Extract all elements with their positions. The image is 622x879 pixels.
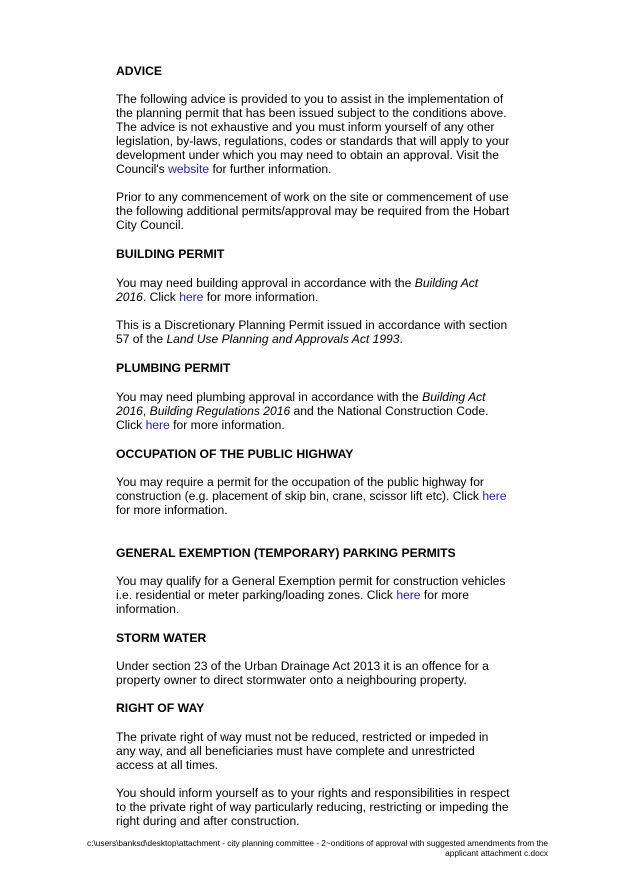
- plumbing-here-link[interactable]: here: [145, 418, 170, 433]
- advice-paragraph-1: [116, 92, 511, 177]
- highway-heading: OCCUPATION OF THE PUBLIC HIGHWAY: [116, 447, 354, 461]
- plumbing-paragraph-1: [116, 390, 511, 432]
- building-act-ref: Building Act 2016: [116, 276, 479, 305]
- highway-paragraph-1: [116, 475, 511, 517]
- storm-water-paragraph: Under section 23 of the Urban Drainage Act 2013 it is an offence for a property owner to direct stormwater onto a neighbouring property.: [116, 659, 489, 688]
- parking-text: You may qualify for a General Exemption permit for construction vehicles i.e. residential or meter parking/loading zones. Click: [116, 574, 506, 603]
- building-text-mid: . Click: [142, 290, 180, 305]
- right-of-way-heading: RIGHT OF WAY: [116, 701, 205, 715]
- right-of-way-paragraph-1: The private right of way must not be reduced, restricted or impeded in any way, and all beneficiaries must have complete and unrestricted access at all times.: [116, 730, 489, 773]
- advice-paragraph-2: Prior to any commencement of work on the site or commencement of use the following additional permits/approval may be required from the Hobart City Council.: [116, 190, 510, 233]
- highway-text: You may require a permit for the occupation of the public highway for construction (e.g. placement of skip bin, crane, scissor lift etc). Click: [116, 475, 484, 504]
- lupa-act-ref: Land Use Planning and Approvals Act 1993: [166, 332, 400, 347]
- plumbing-regulations-ref: Building Regulations 2016: [149, 404, 291, 419]
- building-text-end: for more information.: [203, 290, 319, 305]
- highway-here-link[interactable]: here: [482, 489, 507, 504]
- plumbing-text: You may need plumbing approval in accordance with the: [116, 390, 423, 404]
- parking-paragraph-1: [116, 574, 511, 616]
- advice-heading: ADVICE: [116, 64, 163, 78]
- discretionary-text-end: .: [399, 332, 403, 347]
- plumbing-text-end: for more information.: [169, 418, 285, 433]
- highway-text-end: for more information.: [116, 503, 228, 518]
- storm-water-heading: STORM WATER: [116, 631, 207, 645]
- building-permit-heading: BUILDING PERMIT: [116, 247, 225, 261]
- advice-text: The following advice is provided to you to assist in the implementation of the planning permit that has been issued subject to the conditions above. The advice is not exhaustive and you must inform yourself of any other legislation, by-laws, regulations, codes or standards that will apply to your development under which you may need to obtain an approval. Visit the Council's: [116, 92, 510, 177]
- parking-here-link[interactable]: here: [396, 588, 421, 603]
- right-of-way-paragraph-2: You should inform yourself as to your rights and responsibilities in respect to the private right of way particularly reducing, restricting or impeding the right during and after construction.: [116, 786, 510, 829]
- plumbing-permit-heading: PLUMBING PERMIT: [116, 361, 231, 375]
- building-here-link[interactable]: here: [179, 290, 204, 305]
- document-footer-path: c:\users\banksd\desktop\attachment - city planning committee - 2~onditions of approval with suggested amendments from the applicant attachment c.docx: [87, 838, 548, 858]
- parking-text-end: for more information.: [116, 588, 469, 617]
- building-paragraph-2: [116, 318, 511, 346]
- building-paragraph-1: [116, 276, 511, 304]
- plumbing-sep: ,: [142, 404, 150, 419]
- discretionary-text: This is a Discretionary Planning Permit issued in accordance with section 57 of the: [116, 318, 508, 347]
- plumbing-text-mid: and the National Construction Code. Click: [116, 404, 489, 433]
- advice-text-end: for further information.: [209, 162, 332, 177]
- parking-permits-heading: GENERAL EXEMPTION (TEMPORARY) PARKING PERMITS: [116, 546, 456, 560]
- building-text: You may need building approval in accordance with the: [116, 276, 415, 290]
- plumbing-act-ref: Building Act 2016: [116, 390, 486, 419]
- website-link[interactable]: website: [168, 162, 210, 177]
